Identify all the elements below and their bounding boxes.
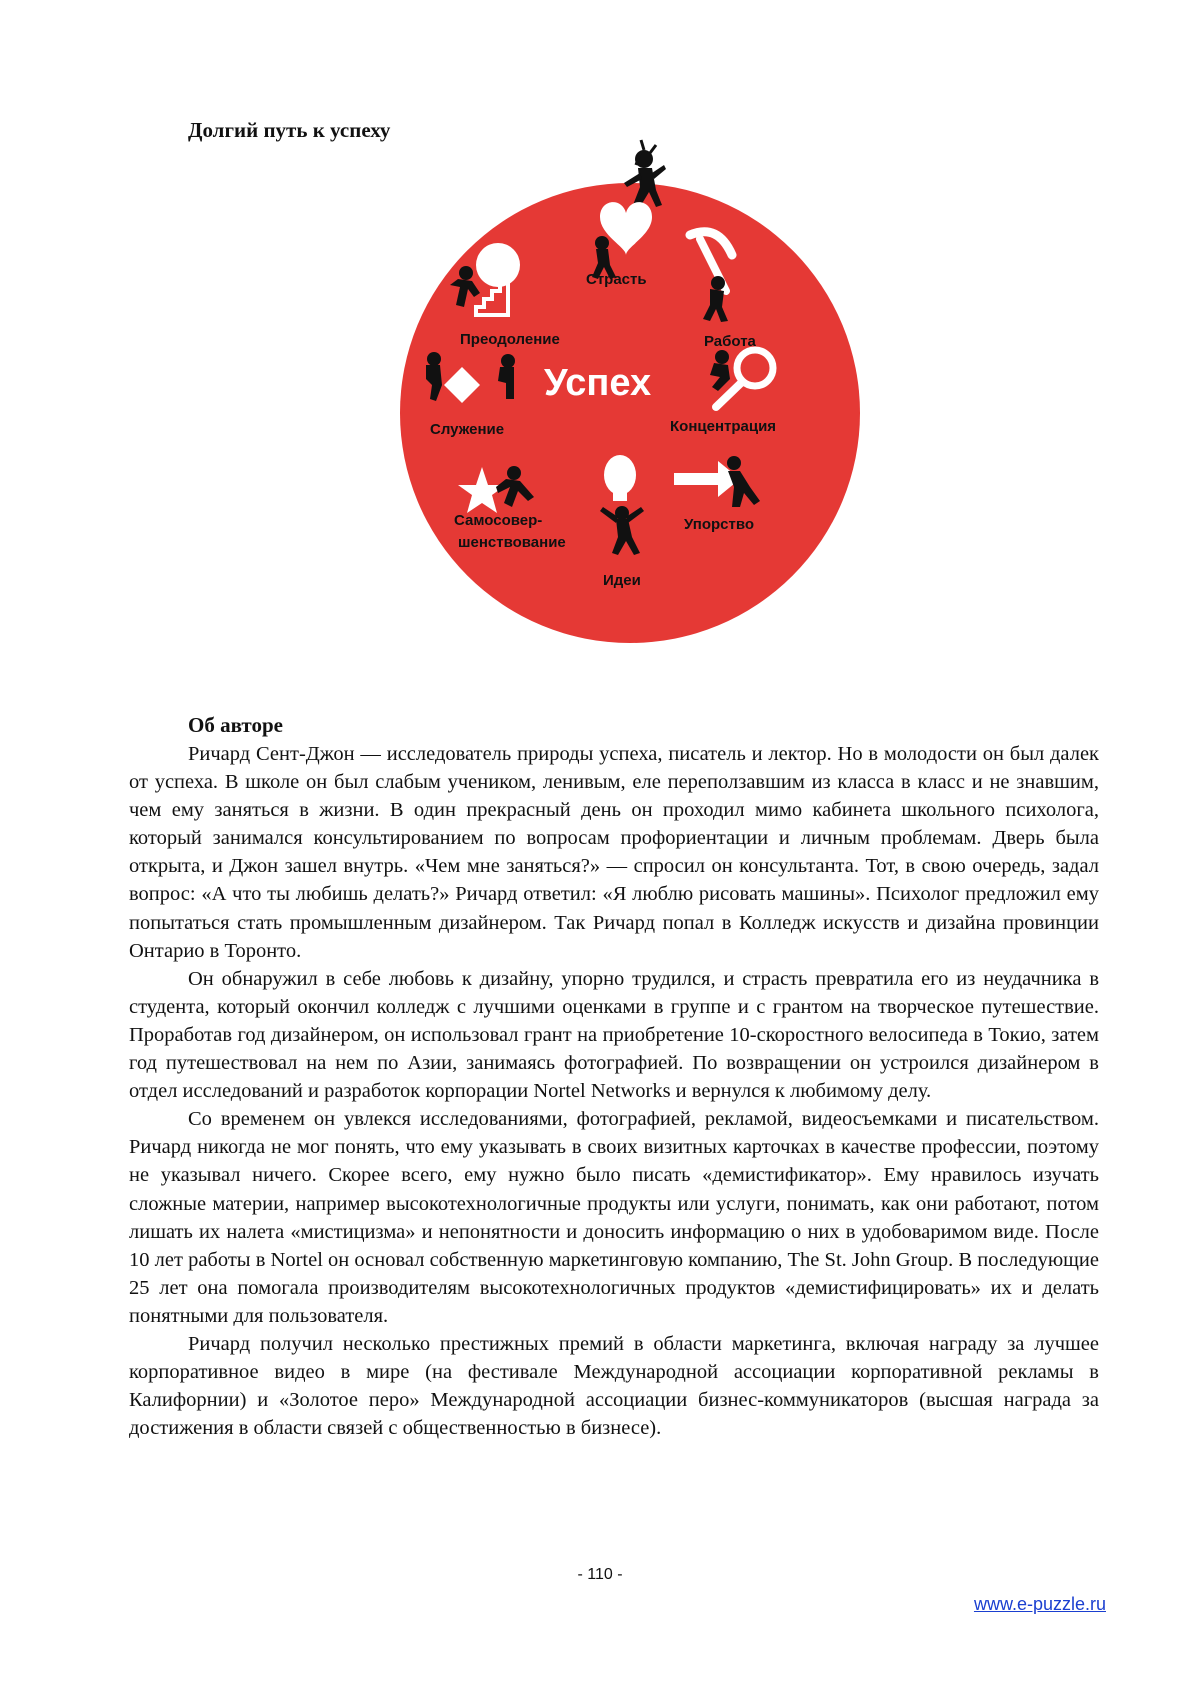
- diagram-heading: Долгий путь к успеху: [188, 118, 391, 142]
- page-number: - 110 -: [577, 1566, 623, 1583]
- label-success: Успех: [544, 362, 652, 404]
- label-focus: Концентрация: [670, 418, 777, 435]
- about-heading: Об авторе: [188, 713, 283, 737]
- label-passion: Страсть: [586, 271, 647, 288]
- label-improvement-2: шенствование: [458, 534, 566, 551]
- label-ideas: Идеи: [603, 572, 641, 589]
- site-link[interactable]: www.e-puzzle.ru: [973, 1594, 1106, 1614]
- paragraph: Он обнаружил в себе любовь к дизайну, упорно трудился, и страсть превратила его из неудачника в студента, который окончил колледж с лучшими оценками в группе и с грантом на творческое путешествие. Проработав год дизайнером, он использовал грант на приобретение 10-скоростного велосипеда в Токио, затем год путешествовал на нем по Азии, занимаясь фотографией. По возвращении он устроился дизайнером в отдел исследований и разработок корпорации Nortel Networks и вернулся к любимому делу.: [129, 967, 1099, 1103]
- paragraph: Со временем он увлекся исследованиями, фотографией, рекламой, видеосъемками и писательством. Ричард никогда не мог понять, что ему указывать в своих визитных карточках в качестве профессии, поэтому не указывал ничего. Скорее всего, ему нужно было писать «демистификатор». Ему нравилось изучать сложные материи, например высокотехнологичные продукты или услуги, понимать, как они работают, потом лишать их налета «мистицизма» и непонятности и доносить информацию о них в удобоваримом виде. После 10 лет работы в Nortel он основал собственную маркетинговую компанию, The St. John Group. В последующие 25 лет она помогала производителям высокотехнологичных продуктов «демистифицировать» их и делать понятными для пользователя.: [129, 1108, 1099, 1327]
- paragraph: Ричард Сент-Джон — исследователь природы успеха, писатель и лектор. Но в молодости он был далек от успеха. В школе он был слабым учеником, ленивым, еле переползавшим из класса в класс и не знавшим, чем ему заняться в жизни. В один прекрасный день он проходил мимо кабинета школьного психолога, который занимался консультированием по вопросам профориентации и личным проблемам. Дверь была открыта, и Джон зашел внутрь. «Чем мне заняться?» — спросил он консультанта. Тот, в свою очередь, задал вопрос: «А что ты любишь делать?» Ричард ответил: «Я люблю рисовать машины». Психолог предложил ему попытаться стать промышленным дизайнером. Так Ричард попал в Колледж искусств и дизайна провинции Онтарио в Торонто.: [129, 743, 1099, 962]
- about-text: [129, 740, 1099, 1442]
- success-diagram: [400, 135, 860, 645]
- label-overcoming: Преодоление: [460, 331, 560, 348]
- label-persistence: Упорство: [684, 516, 755, 533]
- label-service: Служение: [430, 421, 505, 438]
- paragraph: Ричард получил несколько престижных премий в области маркетинга, включая награду за лучшее корпоративное видео в мире (на фестивале Международной ассоциации корпоративной рекламы в Калифорнии) и «Золотое перо» Международной ассоциации бизнес-коммуникаторов (высшая награда за достижения в области связей с общественностью в бизнесе).: [129, 1332, 1099, 1440]
- label-improvement-1: Самосовер-: [454, 512, 543, 529]
- label-work: Работа: [704, 333, 756, 350]
